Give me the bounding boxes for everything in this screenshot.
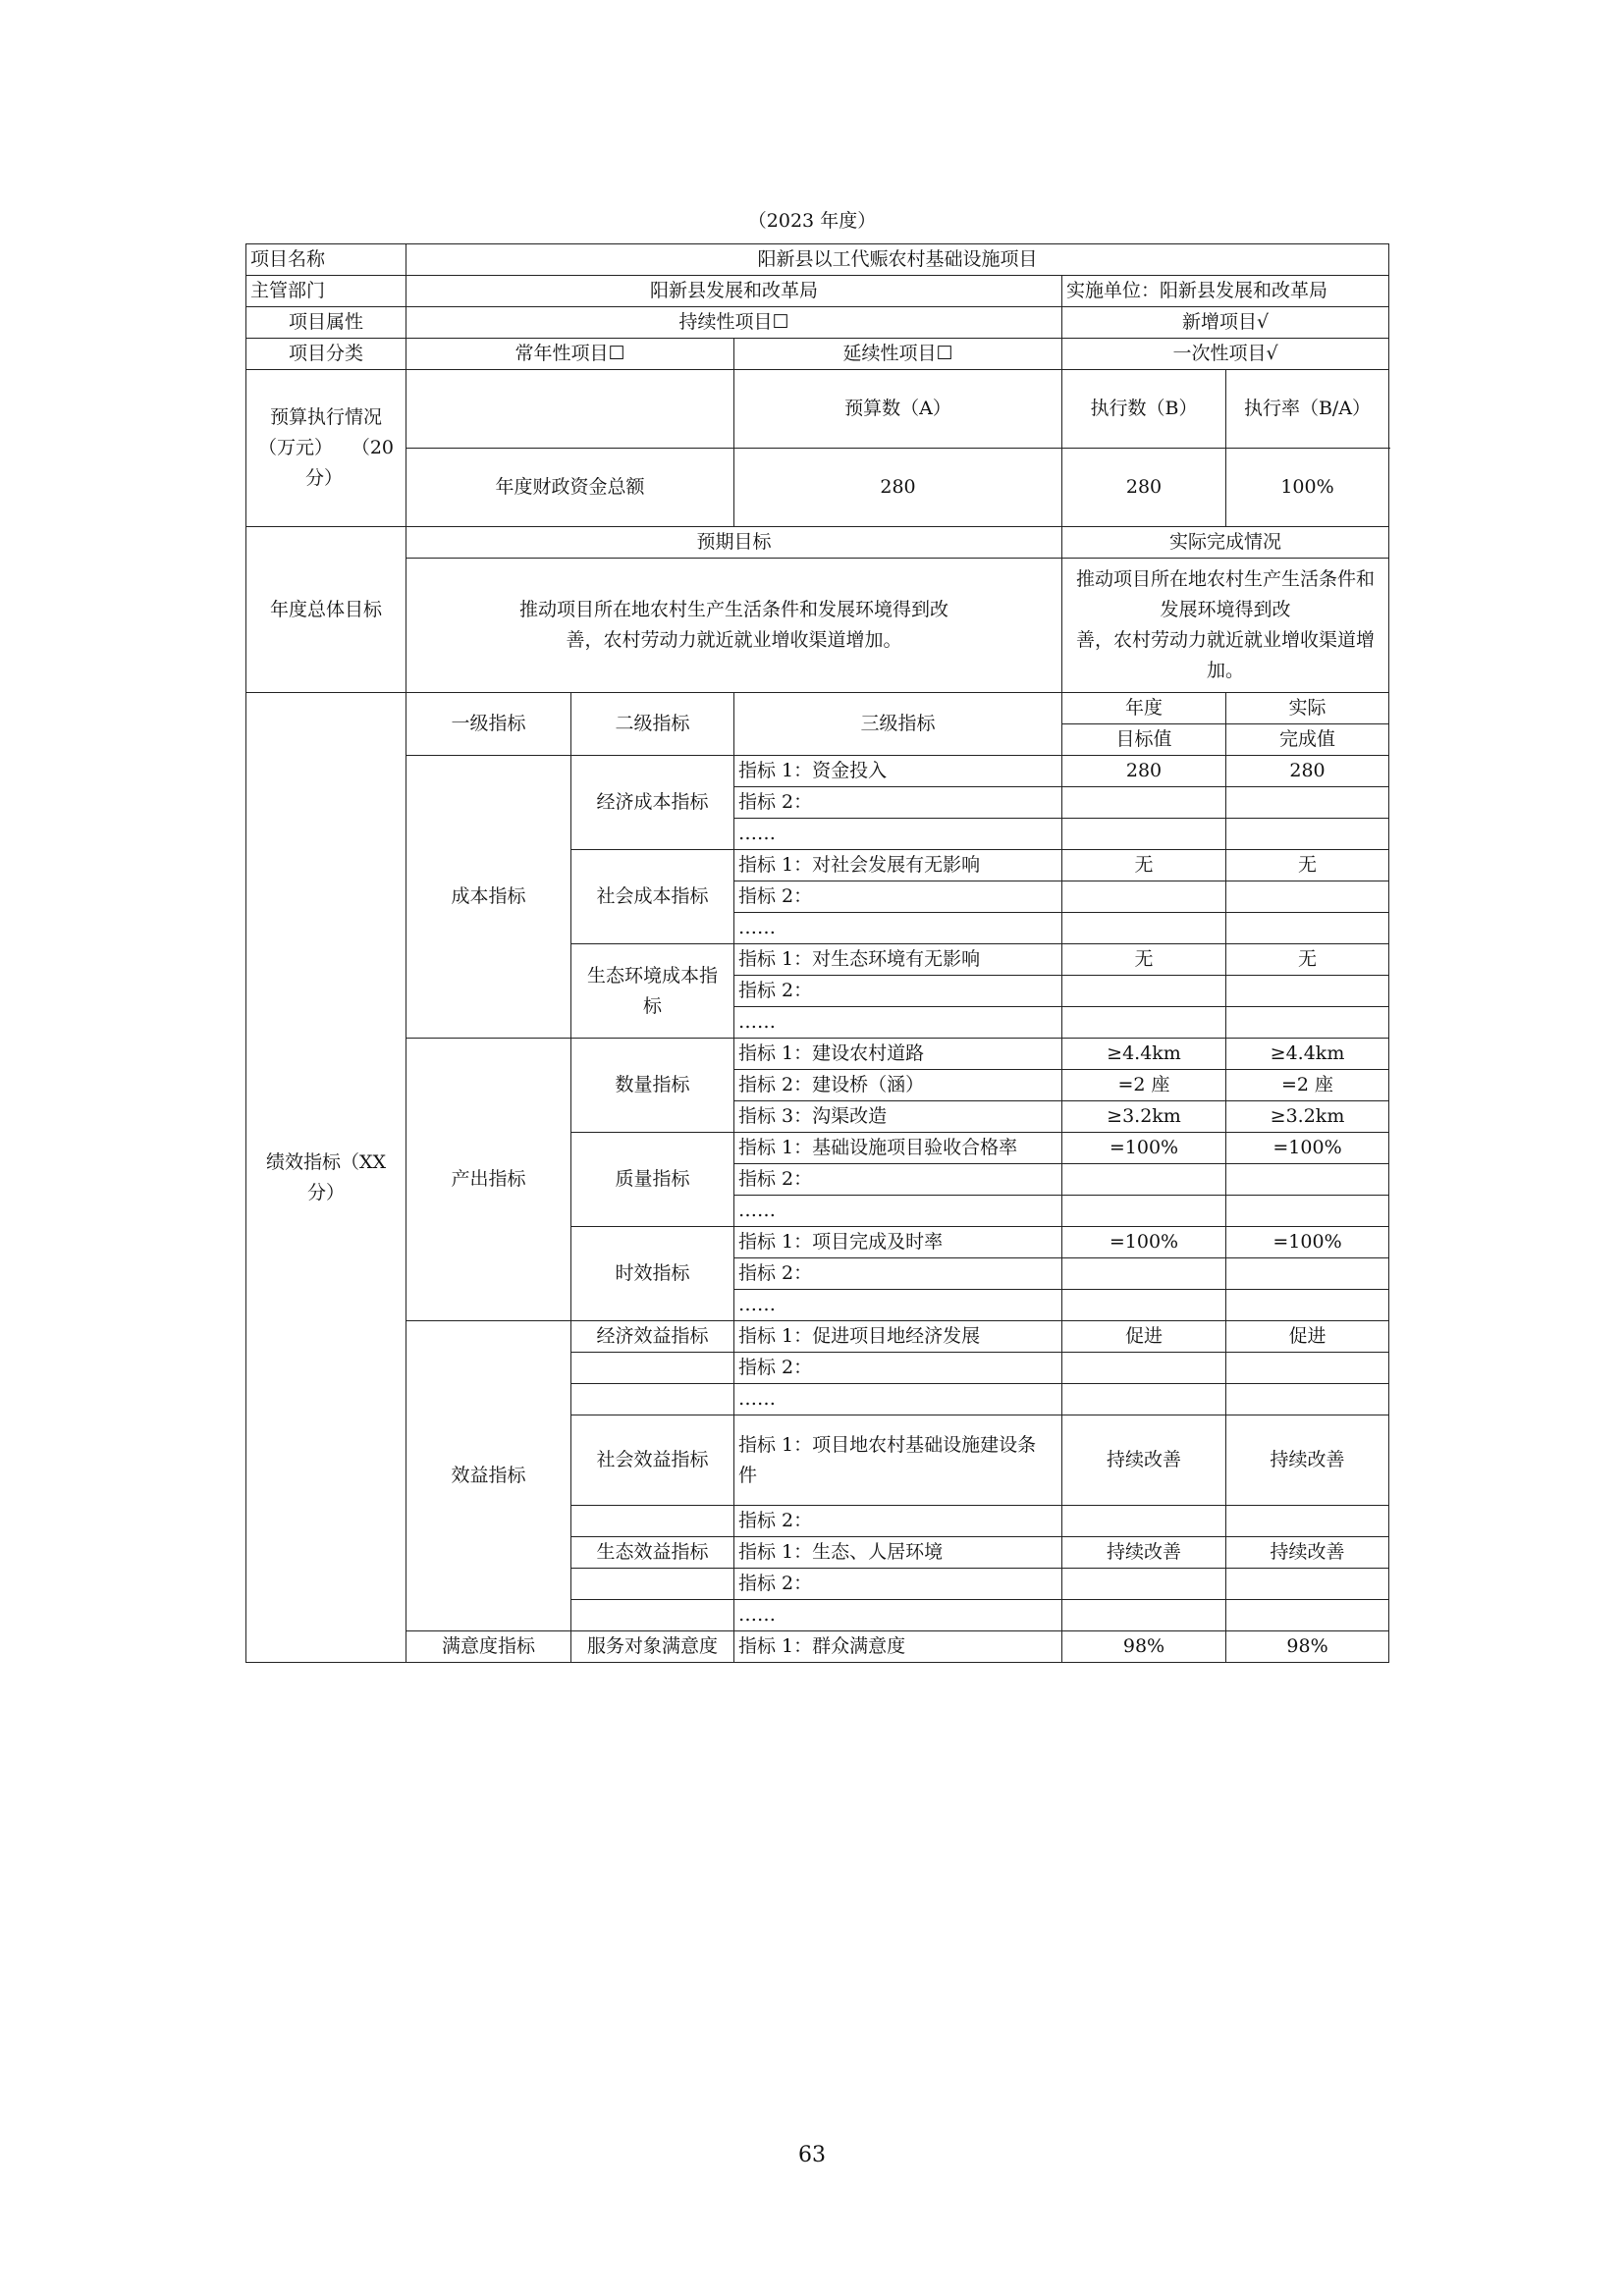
budget-rate-value: 100% <box>1226 449 1389 527</box>
indicator-target: =100% <box>1062 1227 1226 1258</box>
indicator-actual: =100% <box>1226 1227 1389 1258</box>
indicator-name: 指标 2： <box>734 1569 1062 1600</box>
indicator-name: 指标 1：资金投入 <box>734 756 1062 787</box>
budget-label <box>246 370 406 527</box>
row-goals-header <box>246 527 1389 559</box>
class-onetime: 一次性项目√ <box>1062 339 1389 370</box>
level1-output: 产出指标 <box>406 1039 571 1321</box>
indicator-target <box>1062 1384 1226 1415</box>
indicator-name: 指标 1：对生态环境有无影响 <box>734 944 1062 976</box>
goals-expected-header: 预期目标 <box>406 527 1062 559</box>
indicator-target <box>1062 1600 1226 1631</box>
indicator-target: =100% <box>1062 1133 1226 1164</box>
indicator-target: 98% <box>1062 1631 1226 1663</box>
indicator-name: …… <box>734 819 1062 850</box>
indicator-actual: 280 <box>1226 756 1389 787</box>
report-year-subtitle: （2023 年度） <box>747 210 877 232</box>
implementing-unit: 实施单位：阳新县发展和改革局 <box>1062 276 1389 307</box>
budget-row-label: 年度财政资金总额 <box>406 449 734 527</box>
indicator-target: 280 <box>1062 756 1226 787</box>
table-row <box>246 756 1389 787</box>
indicator-actual: =2 座 <box>1226 1070 1389 1101</box>
indicator-actual: =100% <box>1226 1133 1389 1164</box>
project-name-label: 项目名称 <box>246 244 406 276</box>
indicator-target <box>1062 1007 1226 1039</box>
perf-h-level1: 一级指标 <box>406 693 571 756</box>
indicator-name: …… <box>734 1007 1062 1039</box>
indicator-target: ≥3.2km <box>1062 1101 1226 1133</box>
indicator-name: …… <box>734 913 1062 944</box>
indicator-actual <box>1226 1569 1389 1600</box>
indicator-target: 促进 <box>1062 1321 1226 1353</box>
indicator-target: 持续改善 <box>1062 1537 1226 1569</box>
indicator-target <box>1062 1353 1226 1384</box>
row-project-attribute <box>246 307 1389 339</box>
indicator-target <box>1062 881 1226 913</box>
indicator-target <box>1062 1164 1226 1196</box>
indicator-name: 指标 1：对社会发展有无影响 <box>734 850 1062 881</box>
indicator-name: 指标 3：沟渠改造 <box>734 1101 1062 1133</box>
row-goals-text <box>246 559 1389 693</box>
budget-label-score: （20 <box>351 437 394 458</box>
indicator-name: …… <box>734 1290 1062 1321</box>
level2-service-satisfaction: 服务对象满意度 <box>571 1631 734 1663</box>
indicator-target: 持续改善 <box>1062 1415 1226 1506</box>
level2-social-cost: 社会成本指标 <box>571 850 734 944</box>
table-row <box>246 1039 1389 1070</box>
indicator-actual: 持续改善 <box>1226 1537 1389 1569</box>
indicator-name: 指标 2： <box>734 787 1062 819</box>
indicator-actual <box>1226 1007 1389 1039</box>
indicator-name: 指标 1：建设农村道路 <box>734 1039 1062 1070</box>
level2-social-benefit: 社会效益指标 <box>571 1415 734 1506</box>
indicator-name: …… <box>734 1384 1062 1415</box>
attribute-new: 新增项目√ <box>1062 307 1389 339</box>
level2-econ-cost: 经济成本指标 <box>571 756 734 850</box>
table-row <box>246 1321 1389 1353</box>
budget-label-line1: 预算执行情况 <box>269 406 382 428</box>
indicator-name: 指标 1：项目完成及时率 <box>734 1227 1062 1258</box>
budget-col-a: 预算数（A） <box>734 370 1062 449</box>
indicator-target <box>1062 787 1226 819</box>
indicator-name: 指标 2： <box>734 1506 1062 1537</box>
class-extended: 延续性项目☐ <box>734 339 1062 370</box>
indicator-target <box>1062 1569 1226 1600</box>
goals-expected-text <box>406 559 1062 693</box>
indicator-target: ≥4.4km <box>1062 1039 1226 1070</box>
level1-cost: 成本指标 <box>406 756 571 1039</box>
indicator-actual <box>1226 881 1389 913</box>
goals-actual-line1: 推动项目所在地农村生产生活条件和发展环境得到改 <box>1076 568 1376 620</box>
indicator-target: 无 <box>1062 850 1226 881</box>
row-budget-header <box>246 370 1389 449</box>
attribute-continuing: 持续性项目☐ <box>406 307 1062 339</box>
budget-b-value: 280 <box>1062 449 1226 527</box>
budget-col-b: 执行数（B） <box>1062 370 1226 449</box>
indicator-target <box>1062 913 1226 944</box>
table-row <box>246 1631 1389 1663</box>
budget-blank-header <box>406 370 734 449</box>
indicator-name: 指标 2： <box>734 1353 1062 1384</box>
row-project-class <box>246 339 1389 370</box>
perf-label: 绩效指标（XX 分） <box>246 693 406 1663</box>
indicator-name: …… <box>734 1600 1062 1631</box>
eco-cost-line2: 标 <box>642 994 662 1017</box>
page-number: 63 <box>798 2143 826 2167</box>
indicator-target <box>1062 1506 1226 1537</box>
project-class-label: 项目分类 <box>246 339 406 370</box>
level2-blank <box>571 1569 734 1600</box>
indicator-actual: 无 <box>1226 850 1389 881</box>
indicator-target <box>1062 1290 1226 1321</box>
indicator-name: 指标 2： <box>734 881 1062 913</box>
indicator-actual: 无 <box>1226 944 1389 976</box>
indicator-name <box>734 1415 1062 1506</box>
perf-h-actual-2: 完成值 <box>1226 724 1389 756</box>
goals-actual-header: 实际完成情况 <box>1062 527 1389 559</box>
indicator-name: 指标 1：群众满意度 <box>734 1631 1062 1663</box>
budget-label-line3: 分） <box>305 467 344 489</box>
indicator-actual <box>1226 1384 1389 1415</box>
indicator-actual: ≥4.4km <box>1226 1039 1389 1070</box>
indicator-name: 指标 2： <box>734 1258 1062 1290</box>
indicator-actual <box>1226 976 1389 1007</box>
indicator-name: 指标 2：建设桥（涵） <box>734 1070 1062 1101</box>
level2-blank <box>571 1353 734 1384</box>
indicator-actual <box>1226 1164 1389 1196</box>
indicator-actual: ≥3.2km <box>1226 1101 1389 1133</box>
perf-h-target-2: 目标值 <box>1062 724 1226 756</box>
sb1-line2: 件 <box>738 1464 758 1486</box>
indicator-target <box>1062 819 1226 850</box>
indicator-actual <box>1226 1506 1389 1537</box>
department-label: 主管部门 <box>246 276 406 307</box>
indicator-actual <box>1226 819 1389 850</box>
level2-blank <box>571 1600 734 1631</box>
goals-actual-text <box>1062 559 1389 693</box>
eco-cost-line1: 生态环境成本指 <box>586 964 718 987</box>
level2-eco-benefit: 生态效益指标 <box>571 1537 734 1569</box>
indicator-name: 指标 1：生态、人居环境 <box>734 1537 1062 1569</box>
class-regular: 常年性项目☐ <box>406 339 734 370</box>
indicator-target: =2 座 <box>1062 1070 1226 1101</box>
indicator-actual <box>1226 1353 1389 1384</box>
project-name-value: 阳新县以工代赈农村基础设施项目 <box>406 244 1389 276</box>
performance-evaluation-table <box>245 243 1389 1663</box>
row-budget-values <box>246 449 1389 527</box>
goals-expected-line2: 善，农村劳动力就近就业增收渠道增加。 <box>566 629 902 651</box>
level1-satisfaction: 满意度指标 <box>406 1631 571 1663</box>
row-perf-header-1 <box>246 693 1389 724</box>
level2-eco-cost <box>571 944 734 1039</box>
indicator-actual <box>1226 787 1389 819</box>
goals-label: 年度总体目标 <box>246 527 406 693</box>
row-department <box>246 276 1389 307</box>
level2-quantity: 数量指标 <box>571 1039 734 1133</box>
indicator-name: 指标 1：基础设施项目验收合格率 <box>734 1133 1062 1164</box>
indicator-actual: 98% <box>1226 1631 1389 1663</box>
indicator-actual <box>1226 913 1389 944</box>
indicator-actual <box>1226 1600 1389 1631</box>
perf-h-level3: 三级指标 <box>734 693 1062 756</box>
level2-blank <box>571 1506 734 1537</box>
perf-h-level2: 二级指标 <box>571 693 734 756</box>
level2-timeliness: 时效指标 <box>571 1227 734 1321</box>
indicator-actual: 持续改善 <box>1226 1415 1389 1506</box>
budget-col-rate: 执行率（B/A） <box>1226 370 1389 449</box>
indicator-target: 无 <box>1062 944 1226 976</box>
indicator-actual <box>1226 1258 1389 1290</box>
budget-label-unit: （万元） <box>258 437 334 458</box>
indicator-name: 指标 2： <box>734 976 1062 1007</box>
indicator-actual <box>1226 1290 1389 1321</box>
indicator-name: …… <box>734 1196 1062 1227</box>
indicator-target <box>1062 976 1226 1007</box>
goals-expected-line1: 推动项目所在地农村生产生活条件和发展环境得到改 <box>518 599 948 620</box>
indicator-name: 指标 2： <box>734 1164 1062 1196</box>
indicator-name: 指标 1：促进项目地经济发展 <box>734 1321 1062 1353</box>
indicator-actual <box>1226 1196 1389 1227</box>
level2-quality: 质量指标 <box>571 1133 734 1227</box>
row-project-name <box>246 244 1389 276</box>
department-value: 阳新县发展和改革局 <box>406 276 1062 307</box>
perf-h-actual-1: 实际 <box>1226 693 1389 724</box>
perf-h-target-1: 年度 <box>1062 693 1226 724</box>
level1-benefit: 效益指标 <box>406 1321 571 1631</box>
goals-actual-line2: 善，农村劳动力就近就业增收渠道增加。 <box>1076 629 1376 681</box>
indicator-actual: 促进 <box>1226 1321 1389 1353</box>
indicator-target <box>1062 1196 1226 1227</box>
sb1-line1: 指标 1：项目地农村基础设施建设条 <box>738 1433 1037 1456</box>
budget-a-value: 280 <box>734 449 1062 527</box>
level2-blank <box>571 1384 734 1415</box>
project-attribute-label: 项目属性 <box>246 307 406 339</box>
level2-econ-benefit: 经济效益指标 <box>571 1321 734 1353</box>
indicator-target <box>1062 1258 1226 1290</box>
